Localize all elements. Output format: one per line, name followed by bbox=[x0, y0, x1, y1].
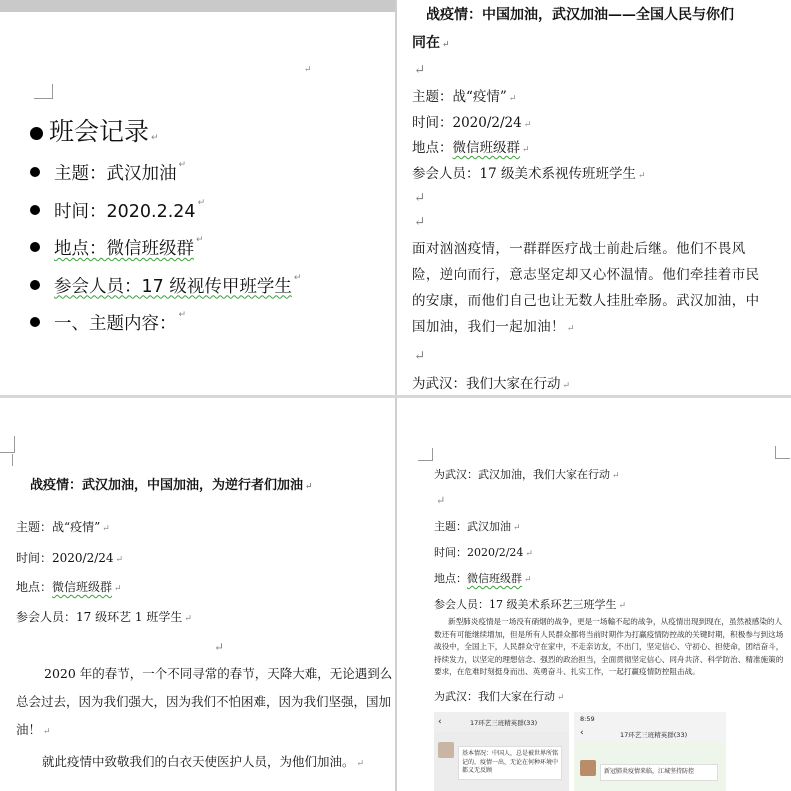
topic-line: 主题：战“疫情” ↵ bbox=[16, 520, 110, 534]
body-paragraph-2: 就此疫情中致敬我们的白衣天使医护人员，为他们加油。 ↵ bbox=[42, 754, 365, 769]
bullet-icon bbox=[30, 242, 40, 252]
chat-screenshot-1 bbox=[434, 712, 569, 791]
closing-line: 为武汉：我们大家在行动 ↵ bbox=[412, 376, 571, 392]
time-line: 时间：2020/2/24 ↵ bbox=[434, 546, 533, 559]
paragraph-mark: ↵ bbox=[414, 190, 426, 206]
paragraph-mark: ↵ bbox=[414, 214, 426, 230]
paragraph-mark: ↵ bbox=[304, 65, 312, 75]
doc-heading: 为武汉：武汉加油，我们大家在行动 ↵ bbox=[434, 468, 620, 481]
avatar bbox=[438, 742, 454, 758]
attendees-line: 参会人员：17 级美术系环艺三班学生 ↵ bbox=[434, 598, 627, 611]
page-corner-mark bbox=[418, 448, 433, 461]
place-line: 地点：微信班级群 ↵ bbox=[16, 580, 122, 594]
doc-heading-line2: 同在 ↵ bbox=[412, 35, 450, 51]
list-item: 时间：2020.2.24 ↵ bbox=[28, 198, 301, 236]
page-panel-2 bbox=[396, 0, 791, 396]
page-corner-mark bbox=[775, 446, 790, 459]
page-panel-1 bbox=[0, 0, 396, 396]
body-paragraph: 面对汹汹疫情，一群群医疗战士前赴后继。他们不畏风险，逆向而行，意志坚定却又心怀温情。他们牵挂着市民的安康，而他们自己也让无数人挂肚牵肠。武汉加油，中国加油，我们一起加油！ ↵ bbox=[412, 241, 760, 335]
attendees-line: 参会人员：17 级美术系视传班班学生 ↵ bbox=[412, 166, 646, 182]
chat-screenshot-2 bbox=[574, 712, 726, 791]
bullet-icon bbox=[30, 280, 40, 290]
bullet-icon bbox=[30, 205, 40, 215]
back-icon: ‹ bbox=[580, 728, 584, 738]
doc-heading-line1: 战疫情：中国加油，武汉加油——全国人民与你们 bbox=[426, 7, 734, 23]
list-item: 一、主题内容： ↵ bbox=[28, 310, 301, 348]
paragraph-mark: ↵ bbox=[414, 348, 426, 364]
page-corner-mark bbox=[34, 84, 53, 99]
topic-line: 主题：战“疫情” ↵ bbox=[412, 89, 517, 105]
doc-heading: 战疫情：武汉加油，中国加油，为逆行者们加油 ↵ bbox=[30, 478, 313, 493]
body-paragraph: 2020 年的春节，一个不同寻常的春节，天降大难，无论遇到么总会过去，因为我们强大，因为我们不怕困难，因为我们坚强，国加油！ ↵ bbox=[16, 666, 393, 737]
page-corner-mark bbox=[0, 436, 15, 453]
meeting-title: 班会记录 ↵ bbox=[30, 112, 159, 148]
list-item: 参会人员：17 级视传甲班学生 ↵ bbox=[28, 273, 301, 311]
list-item: 主题：武汉加油 ↵ bbox=[28, 160, 301, 198]
attendees-line: 参会人员：17 级环艺 1 班学生 ↵ bbox=[16, 610, 192, 624]
place-line: 地点：微信班级群 ↵ bbox=[434, 572, 532, 585]
page-corner-mark bbox=[0, 454, 13, 466]
paragraph-mark: ↵ bbox=[414, 62, 426, 78]
place-line: 地点：微信班级群 ↵ bbox=[412, 140, 530, 156]
paragraph-mark: ↵ bbox=[436, 494, 446, 507]
avatar bbox=[580, 760, 596, 776]
topic-line: 主题：武汉加油 ↵ bbox=[434, 520, 521, 533]
bullet-icon bbox=[30, 317, 40, 327]
horizontal-divider bbox=[0, 395, 791, 398]
chat-header: 8:59 ‹ 17环艺三班精英群(33) bbox=[574, 712, 726, 742]
closing-line: 为武汉：我们大家在行动 ↵ bbox=[434, 690, 565, 703]
top-scrollbar-strip bbox=[0, 0, 396, 12]
bullet-icon bbox=[30, 167, 40, 177]
time-line: 时间：2020/2/24 ↵ bbox=[16, 551, 124, 565]
back-icon: ‹ bbox=[438, 717, 442, 727]
list-item: 地点：微信班级群 ↵ bbox=[28, 235, 301, 273]
meeting-info-list bbox=[28, 160, 301, 348]
paragraph-mark: ↵ bbox=[214, 640, 225, 654]
body-paragraph: 新型肺炎疫情是一场没有硝烟的战争，更是一场輸不起的战争，从疫情出现到现在，虽然被感染的人数还有可能继续增加，但是所有人民群众都将当前时期作为打赢疫情防控战的关键时期，积极参与到这场战役中，全国上下，人民群众守在家中，不走亲访友，不出门，坚定信心、守初心、担使命，团结奋斗，持续发力，以坚定的理想信念、强烈的政治担当，全面贯彻坚定信心、同舟共济、科学防治、精准施策的要求，在危难时刻挺身而出、英勇奋斗、扎实工作，一起打赢疫情防控阻击战。 bbox=[434, 617, 784, 676]
time-line: 时间：2020/2/24 ↵ bbox=[412, 115, 532, 131]
chat-message: 基本情况：中国人，总是被世界所铭记的，疫情一出，无论在何种环境中都义无反顾 bbox=[458, 746, 562, 780]
bullet-icon bbox=[30, 127, 43, 140]
chat-message: 新冠肺炎疫情来临，江城坚持防控 bbox=[600, 764, 718, 781]
chat-header: ‹ 17环艺三班精英群(33) bbox=[434, 712, 569, 732]
